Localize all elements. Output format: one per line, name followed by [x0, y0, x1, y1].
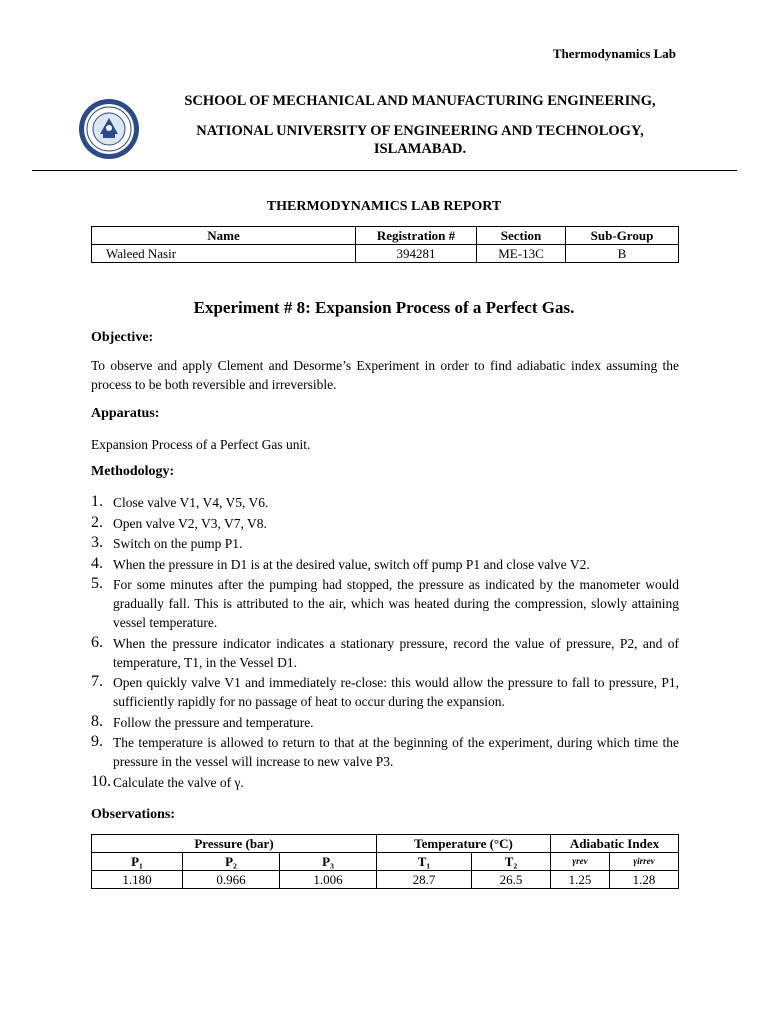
value-p3: 1.006 [280, 871, 377, 889]
step-number: 10. [91, 772, 111, 790]
step-number: 4. [91, 554, 103, 572]
list-item [91, 514, 679, 533]
objective-text: To observe and apply Clement and Desorme’s Experiment in order to find adiabatic index assuming the process to be both reversible and irreversible. [91, 358, 679, 392]
subheader-t2: T₂ [472, 853, 551, 871]
step-number: 9. [91, 733, 103, 750]
observations-heading: Observations: [91, 807, 175, 822]
group-header-temperature: Temperature (°C) [377, 835, 551, 853]
list-item [91, 713, 679, 732]
step-text: Close valve V1, V4, V5, V6. [113, 495, 269, 510]
list-item [91, 575, 679, 632]
table-header-row [92, 227, 679, 245]
step-number: 7. [91, 673, 103, 690]
list-item [91, 493, 679, 512]
step-text: Switch on the pump P1. [113, 536, 243, 551]
list-item [91, 534, 679, 553]
apparatus-heading: Apparatus: [91, 406, 160, 421]
header-name: Name [92, 227, 356, 245]
header-section: Section [477, 227, 566, 245]
step-text: For some minutes after the pumping had stopped, the pressure as indicated by the manometer would gradually fall. This is attributed to the air, which was heated during the compression, slowly attaining vessel temperature. [113, 577, 679, 630]
observations-table [91, 834, 679, 889]
university-logo [78, 98, 140, 160]
list-item [91, 673, 679, 711]
step-text: Follow the pressure and temperature. [113, 714, 314, 730]
value-t1: 28.7 [377, 871, 472, 889]
table-group-header-row [92, 835, 679, 853]
step-text: When the pressure in D1 is at the desired value, switch off pump P1 and close valve V2. [113, 556, 590, 572]
group-header-pressure: Pressure (bar) [92, 835, 377, 853]
value-gamma-irrev: 1.28 [610, 871, 679, 889]
step-number: 6. [91, 633, 103, 651]
list-item [91, 555, 679, 574]
header-divider [32, 170, 737, 171]
objective-heading: Objective: [91, 330, 154, 345]
subheader-p1: P₁ [92, 853, 183, 871]
table-subheader-row [92, 853, 679, 871]
student-name: Waleed Nasir [92, 245, 356, 263]
table-row [92, 245, 679, 263]
methodology-heading: Methodology: [91, 464, 175, 479]
student-info-table [91, 226, 679, 263]
value-p2: 0.966 [183, 871, 280, 889]
subheader-p3: P₃ [280, 853, 377, 871]
step-text: Open valve V2, V3, V7, V8. [113, 515, 267, 531]
subheader-p2: P₂ [183, 853, 280, 871]
step-number: 2. [91, 513, 103, 531]
value-gamma-rev: 1.25 [551, 871, 610, 889]
list-item [91, 634, 679, 672]
step-text: Calculate the valve of γ. [113, 774, 244, 790]
header-subgroup: Sub-Group [566, 227, 679, 245]
step-text: When the pressure indicator indicates a stationary pressure, record the value of pressure, P2, and of temperature, T1, in the Vessel D1. [113, 635, 679, 670]
step-number: 8. [91, 712, 103, 730]
header-registration: Registration # [356, 227, 477, 245]
subheader-gamma-rev: γrev [551, 853, 610, 871]
experiment-title: Experiment # 8: Expansion Process of a Perfect Gas. [193, 298, 575, 317]
value-t2: 26.5 [472, 871, 551, 889]
step-number: 5. [91, 575, 103, 592]
registration-number: 394281 [356, 245, 477, 263]
subheader-gamma-irrev: γirrev [610, 853, 679, 871]
report-title: THERMODYNAMICS LAB REPORT [266, 199, 502, 214]
table-row [92, 871, 679, 889]
course-header: Thermodynamics Lab [552, 46, 676, 61]
group-header-adiabatic-index: Adiabatic Index [551, 835, 679, 853]
institution-school: SCHOOL OF MECHANICAL AND MANUFACTURING ENGINEERING, [184, 93, 656, 109]
subheader-t1: T₁ [377, 853, 472, 871]
section-value: ME-13C [477, 245, 566, 263]
list-item [91, 773, 679, 792]
step-number: 3. [91, 534, 103, 551]
subgroup-value: B [566, 245, 679, 263]
step-number: 1. [91, 493, 103, 510]
step-text: The temperature is allowed to return to that at the beginning of the experiment, during which time the pressure in the vessel will increase to new valve P3. [113, 735, 679, 769]
methodology-steps [91, 493, 679, 793]
value-p1: 1.180 [92, 871, 183, 889]
step-text: Open quickly valve V1 and immediately re-close: this would allow the pressure to fall to pressure, P1, sufficiently rapidly for no passage of heat to occur during the expansion. [113, 675, 679, 709]
institution-university: NATIONAL UNIVERSITY OF ENGINEERING AND TECHNOLOGY, ISLAMABAD. [196, 123, 644, 157]
list-item [91, 733, 679, 771]
apparatus-text: Expansion Process of a Perfect Gas unit. [91, 437, 311, 452]
